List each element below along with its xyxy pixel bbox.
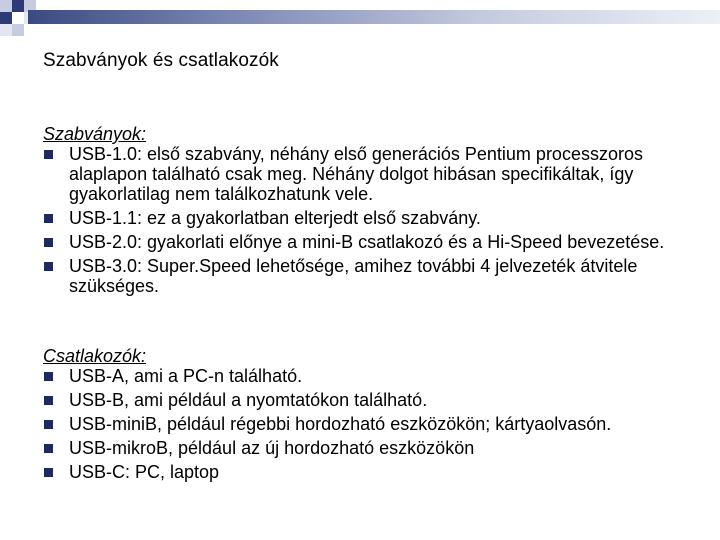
standards-list xyxy=(43,144,693,296)
square-bullet-icon xyxy=(44,420,53,429)
square-bullet-icon xyxy=(44,396,53,405)
square-bullet-icon xyxy=(44,372,53,381)
standards-section xyxy=(43,124,693,300)
square-bullet-icon xyxy=(44,214,53,223)
list-item-text: USB-B, ami például a nyomtatókon található. xyxy=(69,390,428,410)
square-bullet-icon xyxy=(44,468,53,477)
list-item-text: USB-2.0: gyakorlati előnye a mini-B csatlakozó és a Hi-Speed bevezetése. xyxy=(69,232,665,252)
square-bullet-icon xyxy=(44,262,53,271)
list-item-text: USB-C: PC, laptop xyxy=(69,462,220,482)
square-bullet-icon xyxy=(44,444,53,453)
list-item-text: USB-3.0: Super.Speed lehetősége, amihez további 4 jelvezeték átvitele szükséges. xyxy=(69,256,638,296)
list-item-text: USB-A, ami a PC-n található. xyxy=(69,366,303,386)
list-item xyxy=(43,144,693,204)
list-item-text: USB-mikroB, például az új hordozható eszközökön xyxy=(69,438,475,458)
list-item xyxy=(43,232,693,252)
list-item xyxy=(43,390,693,410)
list-item xyxy=(43,414,693,434)
square-bullet-icon xyxy=(44,150,53,159)
list-item xyxy=(43,438,693,458)
list-item-text: USB-1.1: ez a gyakorlatban elterjedt első szabvány. xyxy=(69,208,481,228)
list-item xyxy=(43,462,693,482)
list-item xyxy=(43,208,693,228)
connectors-heading: Csatlakozók: xyxy=(43,346,147,366)
connectors-section xyxy=(43,346,693,486)
list-item xyxy=(43,256,693,296)
slide-title: Szabványok és csatlakozók xyxy=(43,50,279,71)
header-gradient-bar xyxy=(28,10,720,24)
list-item xyxy=(43,366,693,386)
square-bullet-icon xyxy=(44,238,53,247)
list-item-text: USB-miniB, például régebbi hordozható eszközökön; kártyaolvasón. xyxy=(69,414,612,434)
standards-heading: Szabványok: xyxy=(43,124,147,144)
connectors-list xyxy=(43,366,693,482)
list-item-text: USB-1.0: első szabvány, néhány első generációs Pentium processzoros alaplapon található csak meg. Néhány dolgot hibásan specifikáltak, így gyakorlatilag nem találkozhatunk vele. xyxy=(69,144,643,204)
